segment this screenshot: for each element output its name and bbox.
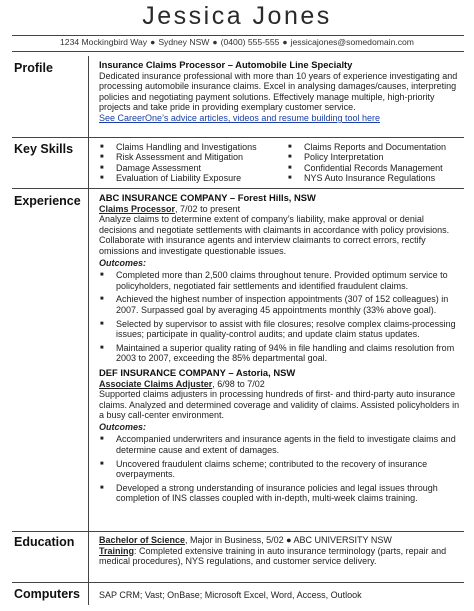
skill-item: ■ Risk Assessment and Mitigation — [99, 152, 287, 162]
education-rule — [12, 582, 464, 583]
degree-details: , Major in Business, 5/02 ● ABC UNIVERSITY NSW — [185, 535, 392, 545]
outcome-item: ■ Achieved the highest number of inspection appointments (307 of 152 colleagues) in 2007. Surpassed goal by averaging 45 appointments monthly (33% above goal). — [99, 294, 463, 315]
job-summary: Analyze claims to determine extent of company’s liability, make approval or denial decisions and negotiate settlements with claimants in accordance with policy provisions. Collaborate with insurance agents and interview claimants to correct errors, rectify omissions and investigate questionable issues. — [99, 214, 450, 256]
job-title: Claims Processor — [99, 203, 176, 214]
city: Sydney NSW — [158, 37, 210, 47]
section-label-education: Education — [14, 535, 75, 549]
experience-rule — [12, 531, 464, 532]
degree: Bachelor of Science — [99, 535, 186, 545]
computers-text: SAP CRM; Vast; OnBase; Microsoft Excel, Word, Access, Outlook — [99, 590, 362, 600]
training-line — [99, 546, 463, 567]
job-dates: , 6/98 to 7/02 — [212, 378, 265, 389]
degree-line — [99, 535, 463, 546]
education-section — [99, 535, 463, 567]
skill-item: ■ Evaluation of Liability Exposure — [99, 173, 287, 183]
skill-item: ■ Confidential Records Management — [287, 163, 446, 173]
careerone-link[interactable]: See CareerOne’s advice articles, videos and resume building tool here — [99, 112, 380, 123]
job-summary: Supported claims adjusters in processing hundreds of first- and third-party auto insurance claims. Analyzed and determined coverage and validity of claims. Assisted policyholders in a busy call-center environment. — [99, 389, 460, 421]
separator-dot: ● — [282, 37, 288, 47]
skill-item: ■ Policy Interpretation — [287, 152, 446, 162]
phone: (0400) 555-555 — [220, 37, 280, 47]
job-dates: , 7/02 to present — [175, 203, 241, 214]
skills-column-2 — [287, 142, 446, 184]
section-label-skills: Key Skills — [14, 142, 74, 156]
section-label-profile: Profile — [14, 61, 53, 75]
candidate-name: Jessica Jones — [142, 2, 332, 30]
outcome-item: ■ Selected by supervisor to assist with file closures; resolve complex claims-processing issues; participate in quality-control audits; and update claim status updates. — [99, 319, 463, 340]
section-label-experience: Experience — [14, 194, 81, 208]
outcome-item: ■ Completed more than 2,500 claims throughout tenure. Provided optimum service to policyholders, negotiated fair settlements and identified fraudulent claims. — [99, 270, 463, 291]
header-bottom-rule — [12, 51, 464, 52]
training-text: : Completed extensive training in auto insurance terminology (parts, repair and medical procedures), NYS regulations, and customer service delivery. — [99, 545, 447, 567]
outcome-item: ■ Accompanied underwriters and insurance agents in the field to investigate claims and determine cause and extent of damages. — [99, 434, 463, 455]
section-divider — [88, 56, 89, 605]
skill-item: ■ Claims Handling and Investigations — [99, 142, 287, 152]
contact-line — [0, 37, 474, 47]
job-title-line — [99, 204, 463, 215]
section-label-computers: Computers — [14, 587, 80, 601]
profile-title: Insurance Claims Processor – Automobile Line Specialty — [99, 59, 353, 70]
profile-rule — [12, 137, 464, 138]
job-title: Associate Claims Adjuster — [99, 378, 213, 389]
experience-section — [99, 193, 463, 507]
skill-item: ■ Damage Assessment — [99, 163, 287, 173]
skill-item: ■ NYS Auto Insurance Regulations — [287, 173, 446, 183]
outcomes-label: Outcomes: — [99, 421, 147, 432]
outcome-item: ■ Uncovered fraudulent claims scheme; contributed to the recovery of insurance overpayments. — [99, 459, 463, 480]
skills-column-1 — [99, 142, 287, 184]
skill-item: ■ Claims Reports and Documentation — [287, 142, 446, 152]
outcome-item: ■ Developed a strong understanding of insurance policies and legal issues through completion of INS classes coupled with in-depth, multi-week claims training. — [99, 483, 463, 504]
job-company: DEF INSURANCE COMPANY – Astoria, NSW — [99, 366, 296, 378]
outcomes-list — [99, 270, 463, 364]
email: jessicajones@somedomain.com — [290, 37, 414, 47]
job-title-line — [99, 379, 463, 390]
address: 1234 Mockingbird Way — [60, 37, 148, 47]
outcomes-list — [99, 434, 463, 504]
separator-dot: ● — [212, 37, 218, 47]
job-company: ABC INSURANCE COMPANY – Forest Hills, NSW — [99, 192, 316, 203]
profile-section — [99, 60, 463, 124]
skills-rule — [12, 188, 464, 189]
separator-dot: ● — [150, 37, 156, 47]
skills-list — [99, 142, 463, 184]
header-top-rule — [12, 35, 464, 36]
training-label: Training — [99, 545, 135, 556]
outcome-item: ■ Maintained a superior quality rating of 94% in file handling and claims resolution from 2003 to 2007, exceeding the 85% departmental goal. — [99, 343, 463, 364]
profile-text: Dedicated insurance professional with more than 10 years of experience investigating and processing automobile insurance claims. Excel in analysing damages/causes, interpreting policies and negotiating payment solutions. Effectively manage multiple, high-priority projects and take pride in providing exemplary customer service. — [99, 70, 458, 113]
outcomes-label: Outcomes: — [99, 257, 147, 268]
